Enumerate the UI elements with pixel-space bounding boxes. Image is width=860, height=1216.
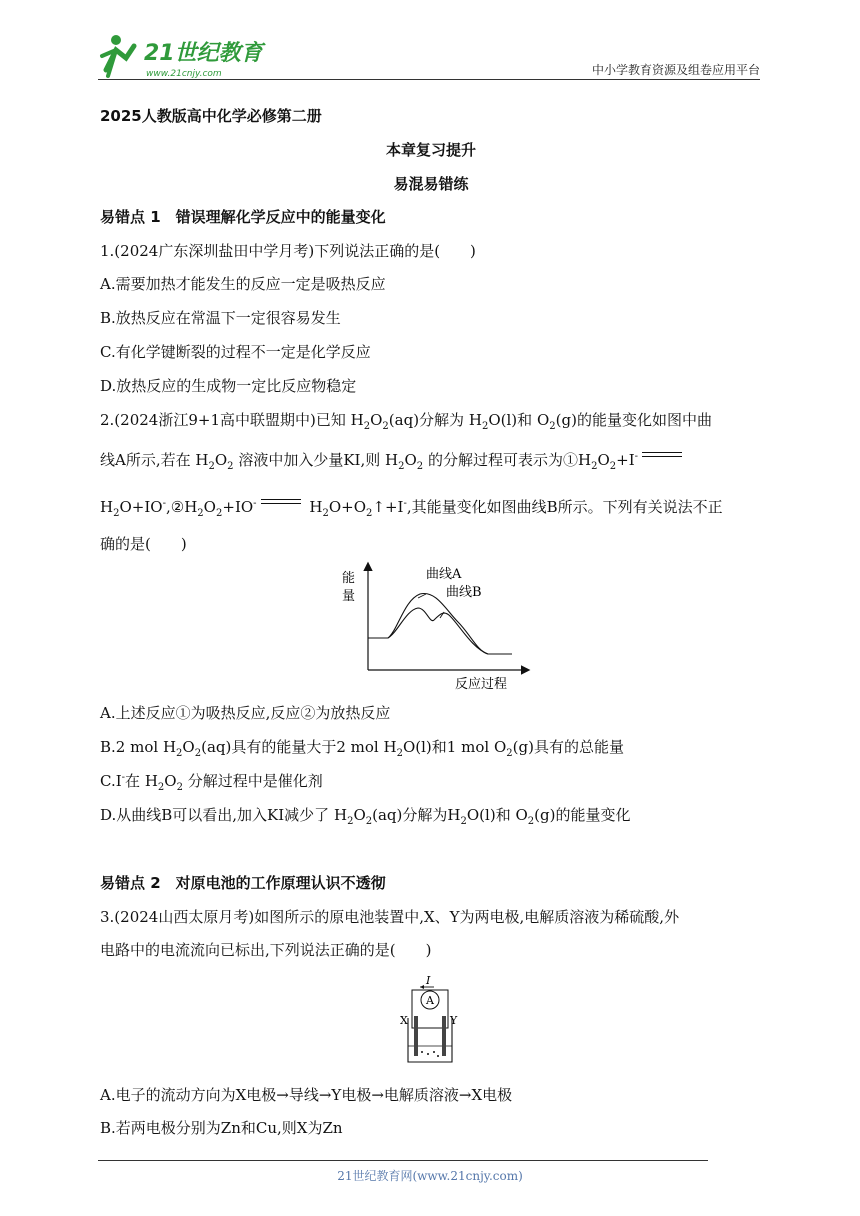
- curve-a-label: 曲线A: [426, 567, 462, 582]
- curve-b: [368, 608, 488, 654]
- curve-a: [368, 593, 512, 654]
- svg-text:21世纪教育: 21世纪教育: [144, 41, 263, 66]
- label-y: Y: [450, 1014, 458, 1027]
- q2-stem-line2: 线A所示,若在 $H_2O_2$ 溶液中加入少量KI,则 $H_2O_2$ 的分解过程可表示为$①H_2O_2+I^-$: [100, 450, 682, 470]
- error-point-2: 易错点 2 对原电池的工作原理认识不透彻: [100, 874, 386, 892]
- chem-h2o2: $H_2O_2$: [577, 451, 617, 472]
- q2-stem-line1: 2.(2024浙江9+1高中联盟期中)已知 $H_2O_2(aq)$分解为 $H_2O(l)$和 $O_2(g)$的能量变化如图中曲: [100, 411, 712, 432]
- q3-option-a: A.电子的流动方向为X电极→导线→Y电极→电解质溶液→X电极: [100, 1086, 513, 1104]
- q2-option-c: C.I-在 $H_2O_2$ 分解过程中是催化剂: [100, 772, 323, 793]
- q3-stem-line1: 3.(2024山西太原月考)如图所示的原电池装置中,X、Y为两电极,电解质溶液为稀硫酸,外: [100, 908, 680, 926]
- q2-stem-line3: $H_2O+IO^-,②H_2O_2+IO^-$ $H_2O+O_2↑+I^-$,其能量变化如图曲线B所示。下列有关说法不正: [100, 498, 723, 519]
- q1-option-c: C.有化学键断裂的过程不一定是化学反应: [100, 343, 371, 361]
- x-axis-label: 反应过程: [455, 677, 508, 692]
- q3-stem-line2: 电路中的电流流向已标出,下列说法正确的是( ): [100, 941, 432, 959]
- curve-b-label: 曲线B: [446, 585, 482, 600]
- page-header: [98, 28, 760, 80]
- label-x: X: [400, 1014, 408, 1027]
- y-axis-label-2: 量: [342, 589, 356, 604]
- energy-diagram: [340, 558, 540, 694]
- chem-o2: $O_2(g)$: [536, 411, 577, 432]
- footer-text: 21世纪教育网(www.21cnjy.com): [337, 1169, 523, 1183]
- q2-option-d: D.从曲线B可以看出,加入KI减少了 $H_2O_2(aq)$分解为$H_2O(l)$和 $O_2(g)$的能量变化: [100, 806, 631, 827]
- footer-divider: [98, 1160, 708, 1161]
- equals-sign: [261, 498, 301, 506]
- chem-h2o: $H_2O(l)$: [468, 411, 518, 432]
- q2-stem-line4: 确的是( ): [100, 535, 187, 553]
- section-title: 本章复习提升: [385, 141, 476, 159]
- electrode-y: [442, 1016, 446, 1056]
- ammeter-label: A: [426, 994, 434, 1007]
- header-divider: [98, 79, 760, 80]
- site-logo: [98, 32, 268, 80]
- chem-h2o2: $H_2O_2$: [195, 451, 234, 472]
- q1-option-a: A.需要加热才能发生的反应一定是吸热反应: [100, 275, 386, 293]
- q2-option-a: A.上述反应①为吸热反应,反应②为放热反应: [100, 704, 391, 722]
- q1-option-b: B.放热反应在常温下一定很容易发生: [100, 309, 341, 327]
- current-label: I: [426, 974, 431, 987]
- subsection-title: 易混易错练: [393, 175, 469, 193]
- q2-option-b: B.2 mol $H_2O_2(aq)$具有的能量大于2 mol $H_2O(l)$和1 mol $O_2(g)$具有的总能量: [100, 738, 624, 759]
- current-arrow-icon: [420, 985, 424, 989]
- book-title: 2025人教版高中化学必修第二册: [100, 107, 322, 125]
- equals-sign: [642, 451, 682, 459]
- q3-option-b: B.若两电极分别为Zn和Cu,则X为Zn: [100, 1119, 343, 1137]
- q1-stem: 1.(2024广东深圳盐田中学月考)下列说法正确的是( ): [100, 242, 476, 260]
- electrode-x: [414, 1016, 418, 1056]
- galvanic-cell-diagram: [398, 972, 462, 1072]
- q1-option-d: D.放热反应的生成物一定比反应物稳定: [100, 377, 357, 395]
- svg-text:www.21cnjy.com: www.21cnjy.com: [146, 69, 222, 79]
- error-point-1: 易错点 1 错误理解化学反应中的能量变化: [100, 208, 386, 226]
- chem-h2o2: $H_2O_2$: [385, 451, 424, 472]
- chem-h2o2: $H_2O_2(aq)$: [350, 411, 420, 432]
- y-axis-label-1: 能: [342, 571, 356, 586]
- header-tagline: 中小学教育资源及组卷应用平台: [591, 63, 760, 77]
